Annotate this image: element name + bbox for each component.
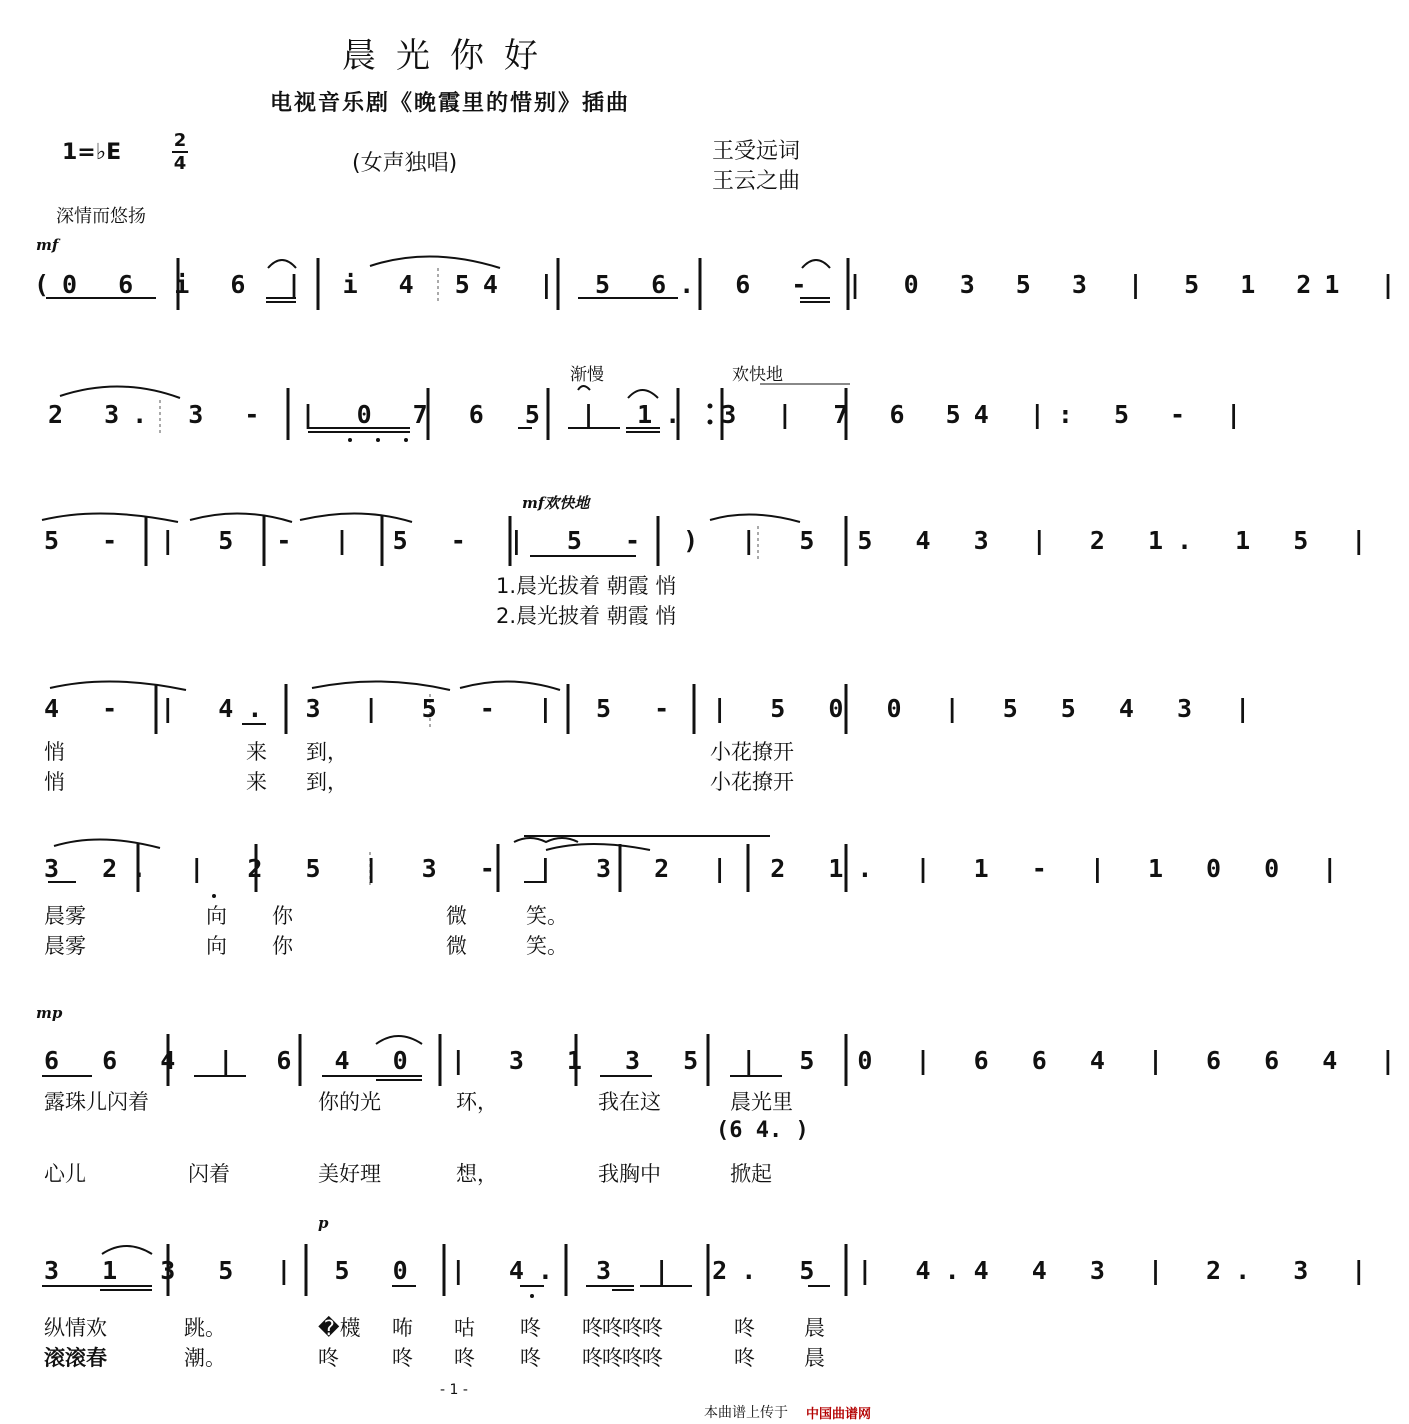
lyric-r4-4: 小花撩开 [710, 740, 794, 764]
lyric-r6-1: 露珠儿闪着 [44, 1090, 149, 1114]
lyric-r7-5: 咕 [454, 1316, 475, 1340]
lyric-r4-2: 来 [246, 740, 267, 764]
time-numerator: 2 [173, 130, 187, 151]
footer-text: 本曲谱上传于 [704, 1405, 788, 1421]
lyric-r6-9: 想， [456, 1162, 498, 1186]
notes-row-7: 3 1 3 5 | 5 0 | 4. 3 | 2. 5 | 4.4 4 3 | 2. 3 | [44, 1256, 1381, 1285]
song-subtitle: 电视音乐剧《晚霞里的惜别》插曲 [269, 91, 630, 116]
lyric-r7-13: 咚 [392, 1346, 413, 1370]
lyric-r7-11: 潮。 [184, 1346, 226, 1370]
notes-row-5: 3 2. | 2 5 | 3 - | 3 2 | 2 1. | 1 - | 1 0 0 | [44, 854, 1352, 883]
lyric-r5-5: 笑。 [526, 904, 568, 928]
lyric-r7-12: 咚 [318, 1346, 339, 1370]
lyrics-row-3-v1: 1.晨光拔着 朝霞 悄 [496, 574, 677, 598]
lyric-r6-4: 我在这 [598, 1090, 661, 1114]
lyric-r4-3: 到， [306, 740, 348, 764]
lyrics-row-3-v2: 2.晨光披着 朝霞 悄 [496, 604, 677, 628]
lyric-r7-6: 咚 [520, 1316, 541, 1340]
notes-row-1: (0 6 i 6 | i 4 54 | 5 6. 6 - | 0 3 5 3 | 5 1 21 | [34, 270, 1409, 299]
lyric-r7-1: 纵情欢 [44, 1316, 107, 1340]
notes-row-3: 5 - | 5 - | 5 - | 5 - ) | 5 5 4 3 | 2 1. 1 5 | [44, 526, 1381, 555]
lyric-r6-5: 晨光里 [730, 1090, 793, 1114]
lyric-r7-17: 咚 [734, 1346, 755, 1370]
dynamic-mf-lively: mf欢快地 [522, 494, 590, 512]
dynamic-mf: mf [36, 236, 59, 254]
lyric-r7-4: 咘 [392, 1316, 413, 1340]
time-signature [172, 130, 188, 174]
composer-credit: 王云之曲 [712, 169, 801, 194]
lyric-r5-1: 晨雾 [44, 904, 86, 928]
lyric-r6-7: 闪着 [188, 1162, 230, 1186]
lyric-r5-9: 微 [446, 934, 467, 958]
dynamic-mp: mp [36, 1004, 63, 1022]
site-logo: 中国曲谱网 [806, 1407, 872, 1422]
page-number: - 1 - [440, 1382, 468, 1398]
lyric-r5-8: 你 [272, 934, 293, 958]
song-title: 晨光你好 [342, 36, 558, 76]
lyric-r7-3: �櫗 [318, 1316, 361, 1340]
staff-row-3 [30, 512, 1381, 632]
lyric-r5-2: 向 [206, 904, 227, 928]
dynamic-p: p [318, 1214, 329, 1232]
lyric-r7-2: 跳。 [184, 1316, 226, 1340]
lyric-r6-3: 环， [456, 1090, 498, 1114]
lyric-r5-6: 晨雾 [44, 934, 86, 958]
lyric-r7-10: 滚滚春 [44, 1346, 107, 1370]
key-signature: 1=♭E [62, 140, 122, 165]
lyric-r7-7: 咚咚咚咚 [582, 1316, 662, 1340]
lyric-r7-16: 咚咚咚咚 [582, 1346, 662, 1370]
lyric-r6-8: 美好理 [318, 1162, 381, 1186]
lyric-r5-3: 你 [272, 904, 293, 928]
lyric-r4-5: 悄 [44, 770, 65, 794]
lyric-r4-8: 小花撩开 [710, 770, 794, 794]
lyric-r6-11: 掀起 [730, 1162, 772, 1186]
performance-note: (女声独唱) [352, 151, 458, 176]
time-denominator: 4 [173, 153, 187, 174]
lyric-r5-7: 向 [206, 934, 227, 958]
lyric-r7-15: 咚 [520, 1346, 541, 1370]
notes-row-4: 4 - | 4. 3 | 5 - | 5 - | 5 0 0 | 5 5 4 3 | [44, 694, 1265, 723]
staff-row-2 [30, 384, 1255, 504]
lyric-r5-4: 微 [446, 904, 467, 928]
lyric-r4-1: 悄 [44, 740, 65, 764]
notes-row-2: 2 3. 3 - | 0 7 6 5 | 1. 3 | 7 6 54 |: 5 - | [48, 400, 1255, 429]
lyric-r7-14: 咚 [454, 1346, 475, 1370]
lyric-r7-18: 晨 [804, 1346, 825, 1370]
lyric-r6-6: 心儿 [44, 1162, 86, 1186]
tempo-marking: 深情而悠扬 [56, 206, 146, 227]
notes-row-6: 6 6 4 | 6 4 0 | 3 1 3 5 | 5 0 | 6 6 4 | 6 6 4 | [44, 1046, 1409, 1075]
lyric-r4-6: 来 [246, 770, 267, 794]
staff-row-1 [30, 252, 1409, 372]
mark-lively: 欢快地 [732, 365, 783, 385]
mark-slow: 渐慢 [570, 365, 604, 385]
lyric-r6-10: 我胸中 [598, 1162, 661, 1186]
lyric-r7-9: 晨 [804, 1316, 825, 1340]
lyric-r7-8: 咚 [734, 1316, 755, 1340]
lyric-r5-10: 笑。 [526, 934, 568, 958]
lyric-r6-2: 你的光 [318, 1090, 381, 1114]
lyricist-credit: 王受远词 [712, 139, 801, 164]
alt-notes: (6 4. ) [716, 1118, 809, 1143]
lyric-r4-7: 到， [306, 770, 348, 794]
